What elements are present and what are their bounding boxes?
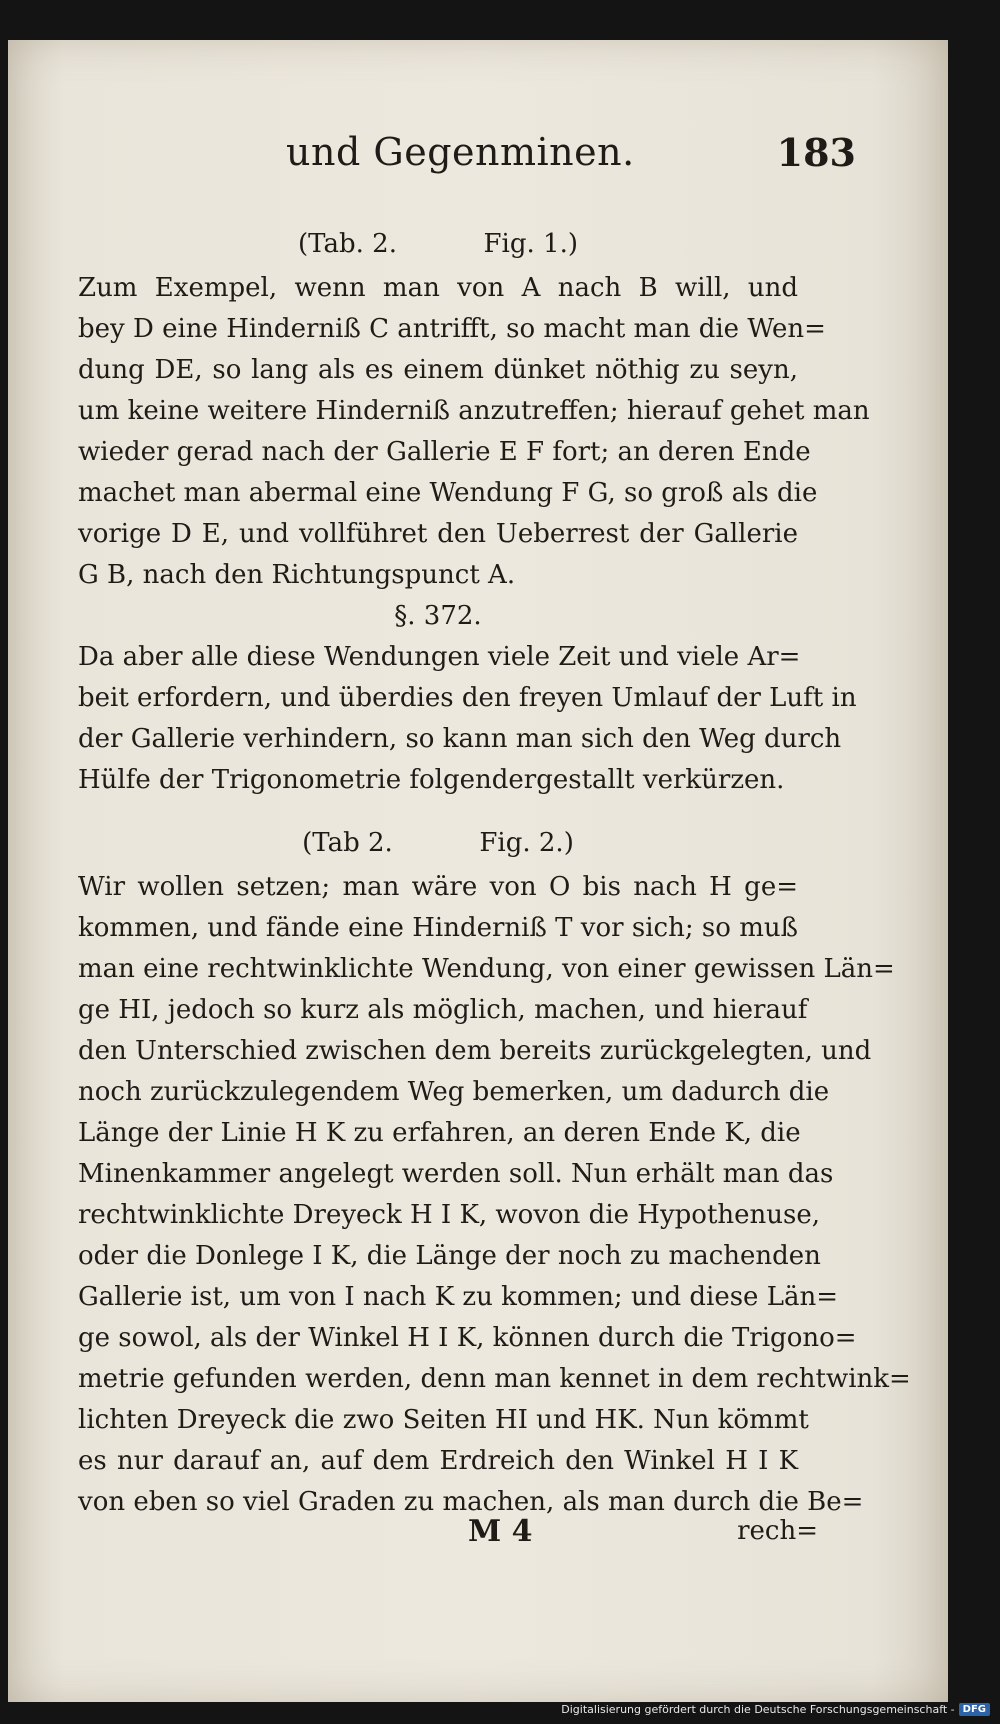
figure-reference [78, 819, 798, 867]
paragraph [78, 268, 870, 596]
text-line: Hülfe der Trigonometrie folgendergestallt verkürzen. [78, 765, 785, 795]
banner-text: Digitalisierung gefördert durch die Deutsche Forschungsgemeinschaft - [561, 1702, 955, 1716]
text-line: von eben so viel Graden zu machen, als man durch die Be= [78, 1487, 864, 1517]
page-footer [78, 1514, 818, 1558]
text-line: vorige D E, und vollführet den Ueberrest der Gallerie [78, 519, 798, 549]
text-line: es nur darauf an, auf dem Erdreich den Winkel H I K [78, 1446, 798, 1476]
text-line: ge sowol, als der Winkel H I K, können durch die Trigono= [78, 1323, 857, 1353]
page-header [98, 124, 856, 180]
text-line: bey D eine Hinderniß C antrifft, so macht man die Wen= [78, 314, 826, 344]
text-line: Länge der Linie H K zu erfahren, an deren Ende K, die [78, 1118, 801, 1148]
fig-label: Fig. 2.) [479, 828, 574, 858]
text-line: Gallerie ist, um von I nach K zu kommen; und diese Län= [78, 1282, 838, 1312]
book-page [8, 40, 948, 1702]
text-line: ge HI, jedoch so kurz als möglich, machen, und hierauf [78, 995, 808, 1025]
text-line: der Gallerie verhindern, so kann man sich den Weg durch [78, 724, 842, 754]
text-line: beit erfordern, und überdies den freyen Umlauf der Luft in [78, 683, 857, 713]
text-line: Da aber alle diese Wendungen viele Zeit und viele Ar= [78, 642, 801, 672]
running-head: und Gegenminen. [286, 130, 635, 174]
section-heading: §. 372. [394, 601, 482, 631]
text-line: Zum Exempel, wenn man von A nach B will, und [78, 273, 798, 303]
text-line: wieder gerad nach der Gallerie E F fort; an deren Ende [78, 437, 811, 467]
text-line: G B, nach den Richtungspunct A. [78, 560, 516, 590]
paragraph [78, 867, 911, 1523]
text-line: machet man abermal eine Wendung F G, so groß als die [78, 478, 818, 508]
text-line: Minenkammer angelegt werden soll. Nun erhält man das [78, 1159, 834, 1189]
figure-reference [78, 220, 798, 268]
page-number: 183 [776, 130, 856, 175]
dfg-logo: DFG [959, 1703, 990, 1716]
text-line: kommen, und fände eine Hinderniß T vor sich; so muß [78, 913, 798, 943]
body-text [78, 220, 911, 1523]
text-line: um keine weitere Hinderniß anzutreffen; hierauf gehet man [78, 396, 870, 426]
signature-mark: M 4 [468, 1514, 533, 1549]
text-line: lichten Dreyeck die zwo Seiten HI und HK. Nun kömmt [78, 1405, 809, 1435]
text-line: man eine rechtwinklichte Wendung, von einer gewissen Län= [78, 954, 895, 984]
catchword: rech= [737, 1516, 818, 1546]
text-line: metrie gefunden werden, denn man kennet in dem rechtwink= [78, 1364, 911, 1394]
text-line: dung DE, so lang als es einem dünket nöthig zu seyn, [78, 355, 798, 385]
tab-label: (Tab. 2. [298, 229, 397, 259]
text-line: noch zurückzulegendem Weg bemerken, um dadurch die [78, 1077, 830, 1107]
tab-label: (Tab 2. [302, 828, 393, 858]
text-line: Wir wollen setzen; man wäre von O bis nach H ge= [78, 872, 798, 902]
fig-label: Fig. 1.) [483, 229, 578, 259]
paragraph [78, 637, 857, 801]
text-line: den Unterschied zwischen dem bereits zurückgelegten, und [78, 1036, 872, 1066]
text-line: oder die Donlege I K, die Länge der noch zu machenden [78, 1241, 821, 1271]
text-line: rechtwinklichte Dreyeck H I K, wovon die Hypothenuse, [78, 1200, 821, 1230]
digitization-banner [561, 1700, 990, 1718]
